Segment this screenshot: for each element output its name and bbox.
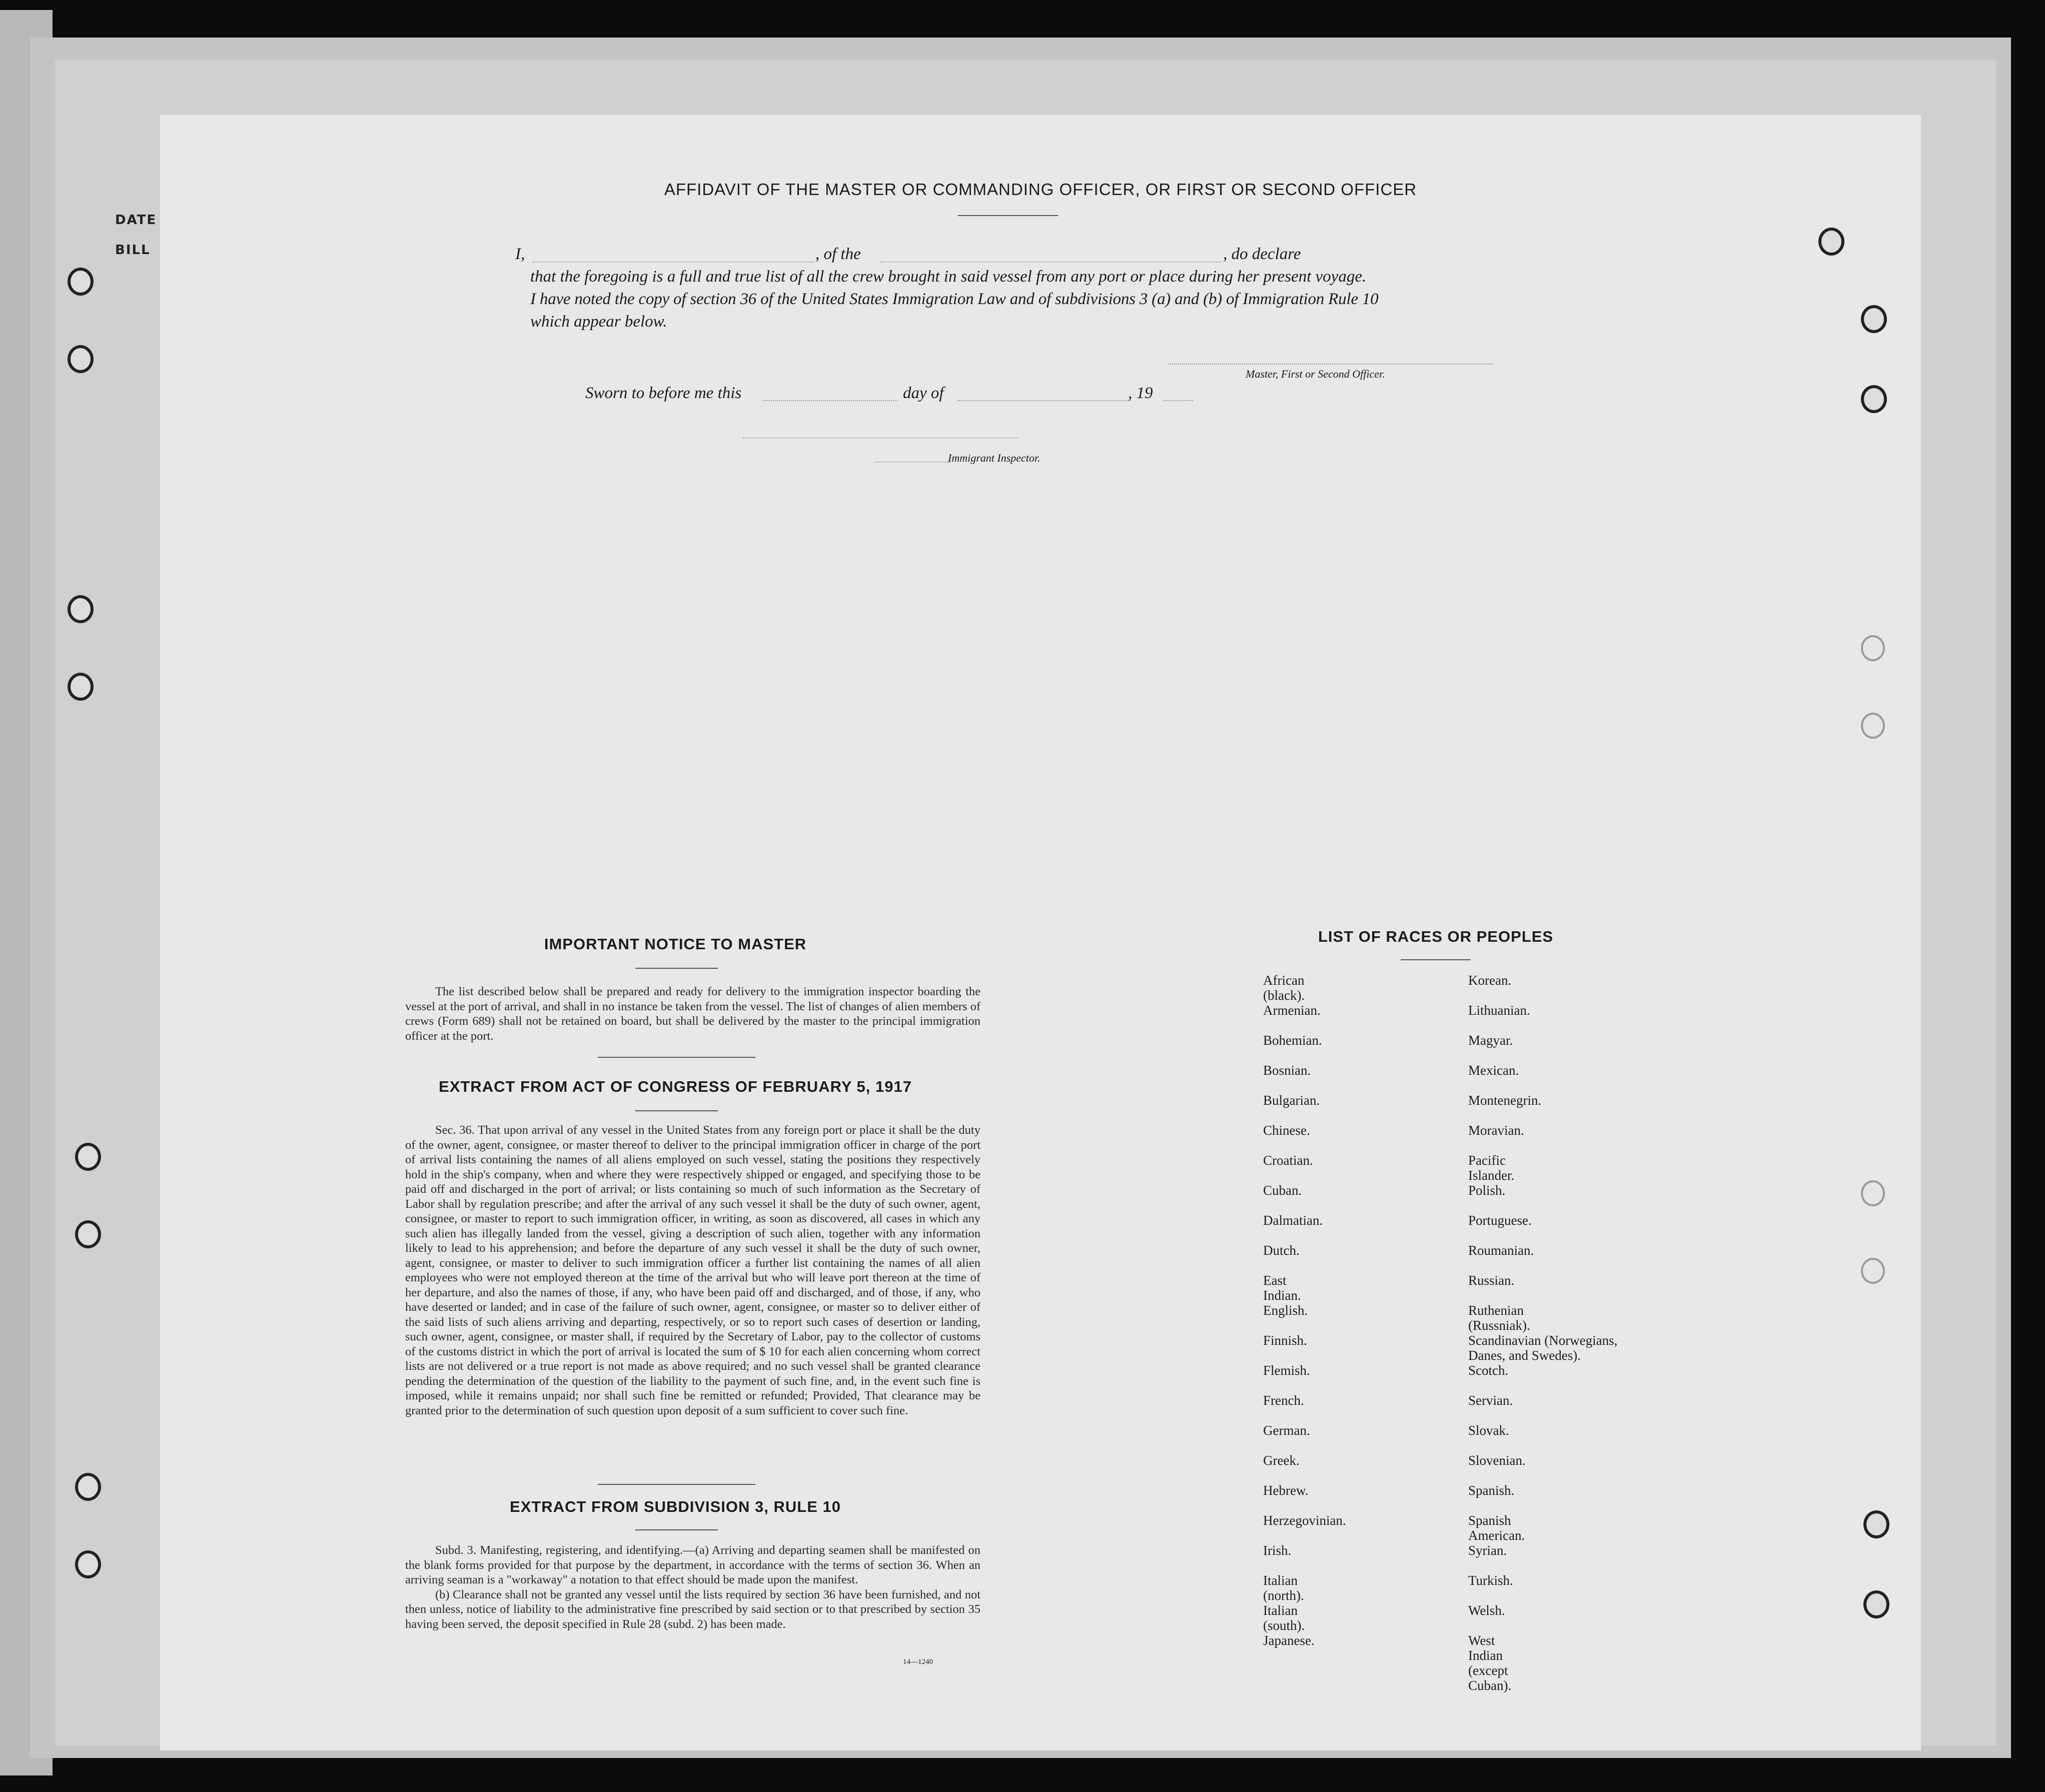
race-item: Dalmatian. — [1263, 1213, 1323, 1228]
race-item: German. — [1263, 1423, 1310, 1438]
binder-hole — [1863, 1590, 1889, 1618]
stamp-date: DATE — [115, 213, 157, 228]
race-item: Roumanian. — [1468, 1243, 1534, 1258]
day-of-text: day of — [903, 384, 944, 402]
rule-para-b: (b) Clearance shall not be granted any vessel until the lists required by section 36 have been furnished, and not then unless, notice of liability to the administrative fine prescribed by said section or to that prescribed by section 35 having been served, the deposit specified in Rule 28 (subd. 2) has been made. — [405, 1587, 980, 1631]
race-item: Bosnian. — [1263, 1063, 1311, 1078]
race-item: Greek. — [1263, 1453, 1300, 1468]
binder-hole — [1861, 385, 1887, 413]
binder-hole — [75, 1473, 101, 1501]
section-divider — [598, 1484, 755, 1485]
race-item: Korean. — [1468, 973, 1512, 988]
race-item: Pacific Islander. — [1468, 1153, 1515, 1183]
race-item: West Indian (except Cuban). — [1468, 1633, 1512, 1693]
affidavit-of-the: , of the — [815, 245, 861, 263]
affidavit-declare: , do declare — [1223, 245, 1301, 263]
binder-hole — [68, 673, 94, 701]
race-item: Ruthenian (Russniak). — [1468, 1303, 1530, 1333]
race-item: Servian. — [1468, 1393, 1513, 1408]
affidavit-i: I, — [515, 245, 525, 263]
races-heading: LIST OF RACES OR PEOPLES — [1318, 928, 1554, 945]
race-item: Cuban. — [1263, 1183, 1302, 1198]
binder-hole — [1861, 1180, 1885, 1206]
race-item: Bulgarian. — [1263, 1093, 1320, 1108]
act-text: Sec. 36. That upon arrival of any vessel in the United States from any foreign port or place it shall be the duty of the owner, agent, consignee, or master thereof to deliver to the principal immigration officer in charge of the port of arrival lists containing the names of all aliens employed on such vessel, stating the positions they respectively hold in the ship's company, when and where they were respectively shipped or engaged, and specifying those to be paid off and discharged in the port of arrival; or lists containing so much of such information as the Secretary of Labor shall by regulation prescribe; and after the arrival of any such vessel it shall be the duty of such owner, agent, consignee, or master to report to such immigration officer, in writing, as soon as discovered, all cases in which any such alien has illegally landed from the vessel, giving a description of such alien, together with any information likely to lead to his apprehension; and before the departure of any such vessel it shall be the duty of such owner, agent, consignee, or master to deliver to such immigration officer a further list containing the names of all alien employees who were not employed thereon at the time of the arrival but who will leave port thereon at the time of her departure, and also the names of those, if any, who have been paid off and discharged, and of those, if any, who have deserted or landed; and in case of the failure of such owner, agent, consignee, or master so to deliver either of the said lists of such aliens arriving and departing, respectively, or so to report such cases of desertion or landing, such owner, agent, consignee, or master shall, if required by the Secretary of Labor, pay to the collector of customs of the customs district in which the port of arrival is located the sum of $ 10 for each alien concerning whom correct lists are not delivered or a true report is not made as above required; and no such vessel shall be granted clearance pending the determination of the question of the liability to the payment of such fine, and, in the event such fine is imposed, while it remains unpaid; nor shall such fine be remitted or refunded; Provided, That clearance may be granted prior to the determination of such question upon deposit of a sum sufficient to cover such fine. — [405, 1123, 980, 1417]
race-item: Spanish American. — [1468, 1513, 1525, 1543]
form-page — [160, 115, 1921, 1750]
race-item: African (black). — [1263, 973, 1305, 1003]
title-underline — [958, 215, 1058, 216]
notice-text: The list described below shall be prepared and ready for delivery to the immigration inspector boarding the vessel at the port of arrival, and shall in no instance be taken from the vessel. The list of changes of alien members of crews (Form 689) shall not be retained on board, but shall be delivered by the master to the principal immigration officer at the port. — [405, 985, 980, 1043]
race-item: Croatian. — [1263, 1153, 1313, 1168]
race-item: Scandinavian (Norwegians, Danes, and Swedes). — [1468, 1333, 1618, 1363]
race-item: Slovenian. — [1468, 1453, 1526, 1468]
race-item: Turkish. — [1468, 1573, 1513, 1588]
race-item: Irish. — [1263, 1543, 1292, 1558]
binder-hole — [1861, 1258, 1885, 1284]
month-blank — [958, 400, 1131, 401]
name-blank — [533, 262, 813, 263]
race-item: Armenian. — [1263, 1003, 1321, 1018]
race-item: Hebrew. — [1263, 1483, 1309, 1498]
binder-hole — [68, 595, 94, 623]
affidavit-line3: I have noted the copy of section 36 of the United States Immigration Law and of subdivisions 3 (a) and (b) of Immigration Rule 10 — [530, 290, 1379, 308]
affidavit-title: AFFIDAVIT OF THE MASTER OR COMMANDING OFFICER, OR FIRST OR SECOND OFFICER — [664, 180, 1417, 199]
binder-hole — [75, 1143, 101, 1171]
race-item: Italian (north). — [1263, 1573, 1304, 1603]
race-item: English. — [1263, 1303, 1308, 1318]
race-item: Mexican. — [1468, 1063, 1519, 1078]
race-item: Moravian. — [1468, 1123, 1524, 1138]
inspector-blank — [743, 438, 1018, 439]
race-item: Scotch. — [1468, 1363, 1509, 1378]
binder-hole — [1818, 228, 1844, 256]
act-underline — [635, 1110, 718, 1111]
sworn-text: Sworn to before me this — [585, 384, 742, 402]
races-underline — [1401, 959, 1471, 960]
vessel-blank — [880, 262, 1221, 263]
section-divider — [598, 1057, 755, 1058]
notice-heading: IMPORTANT NOTICE TO MASTER — [544, 935, 807, 953]
race-item: Bohemian. — [1263, 1033, 1322, 1048]
race-item: Montenegrin. — [1468, 1093, 1542, 1108]
binder-hole — [1861, 713, 1885, 739]
rule-paragraphs — [405, 1543, 980, 1631]
race-item: Syrian. — [1468, 1543, 1507, 1558]
race-item: Welsh. — [1468, 1603, 1505, 1618]
race-item: Flemish. — [1263, 1363, 1310, 1378]
act-paragraph — [405, 1123, 980, 1418]
act-heading: EXTRACT FROM ACT OF CONGRESS OF FEBRUARY 5, 1917 — [439, 1078, 912, 1095]
race-item: Finnish. — [1263, 1333, 1307, 1348]
rule-heading: EXTRACT FROM SUBDIVISION 3, RULE 10 — [510, 1498, 841, 1515]
race-item: Portuguese. — [1468, 1213, 1532, 1228]
year-blank — [1163, 400, 1193, 401]
affidavit-line4: which appear below. — [530, 313, 667, 331]
binder-hole — [68, 268, 94, 296]
signature-label: Master, First or Second Officer. — [1246, 368, 1385, 380]
binder-hole — [68, 345, 94, 373]
binder-hole — [1863, 1510, 1889, 1538]
race-item: Japanese. — [1263, 1633, 1315, 1648]
day-blank — [763, 400, 898, 401]
race-item: Italian (south). — [1263, 1603, 1305, 1633]
race-item: Chinese. — [1263, 1123, 1310, 1138]
binder-hole — [75, 1550, 101, 1578]
race-item: Dutch. — [1263, 1243, 1300, 1258]
affidavit-line2: that the foregoing is a full and true list of all the crew brought in said vessel from any port or place during her present voyage. — [530, 268, 1367, 286]
notice-underline — [635, 968, 718, 969]
race-item: East Indian. — [1263, 1273, 1301, 1303]
binder-hole — [75, 1220, 101, 1248]
race-item: Russian. — [1468, 1273, 1515, 1288]
binder-hole — [1861, 305, 1887, 333]
year-text: , 19 — [1128, 384, 1153, 402]
race-item: Magyar. — [1468, 1033, 1513, 1048]
rule-underline — [635, 1529, 718, 1530]
race-item: Slovak. — [1468, 1423, 1509, 1438]
race-item: Polish. — [1468, 1183, 1506, 1198]
race-item: Lithuanian. — [1468, 1003, 1530, 1018]
race-item: Herzegovinian. — [1263, 1513, 1346, 1528]
signature-blank — [1168, 364, 1493, 365]
rule-para-a: Subd. 3. Manifesting, registering, and identifying.—(a) Arriving and departing seamen shall be manifested on the blank forms provided for that purpose by the department, in accordance with the terms of section 36. When an arriving seaman is a "workaway" a notation to that effect should be made upon the manifest. — [405, 1543, 980, 1586]
stamp-bill: BILL — [115, 243, 151, 258]
inspector-blank-2 — [875, 462, 950, 463]
form-number: 14—1240 — [903, 1658, 933, 1666]
notice-paragraph — [405, 984, 980, 1043]
binder-hole — [1861, 635, 1885, 661]
race-item: Spanish. — [1468, 1483, 1515, 1498]
race-item: French. — [1263, 1393, 1304, 1408]
inspector-label: Immigrant Inspector. — [948, 452, 1041, 464]
